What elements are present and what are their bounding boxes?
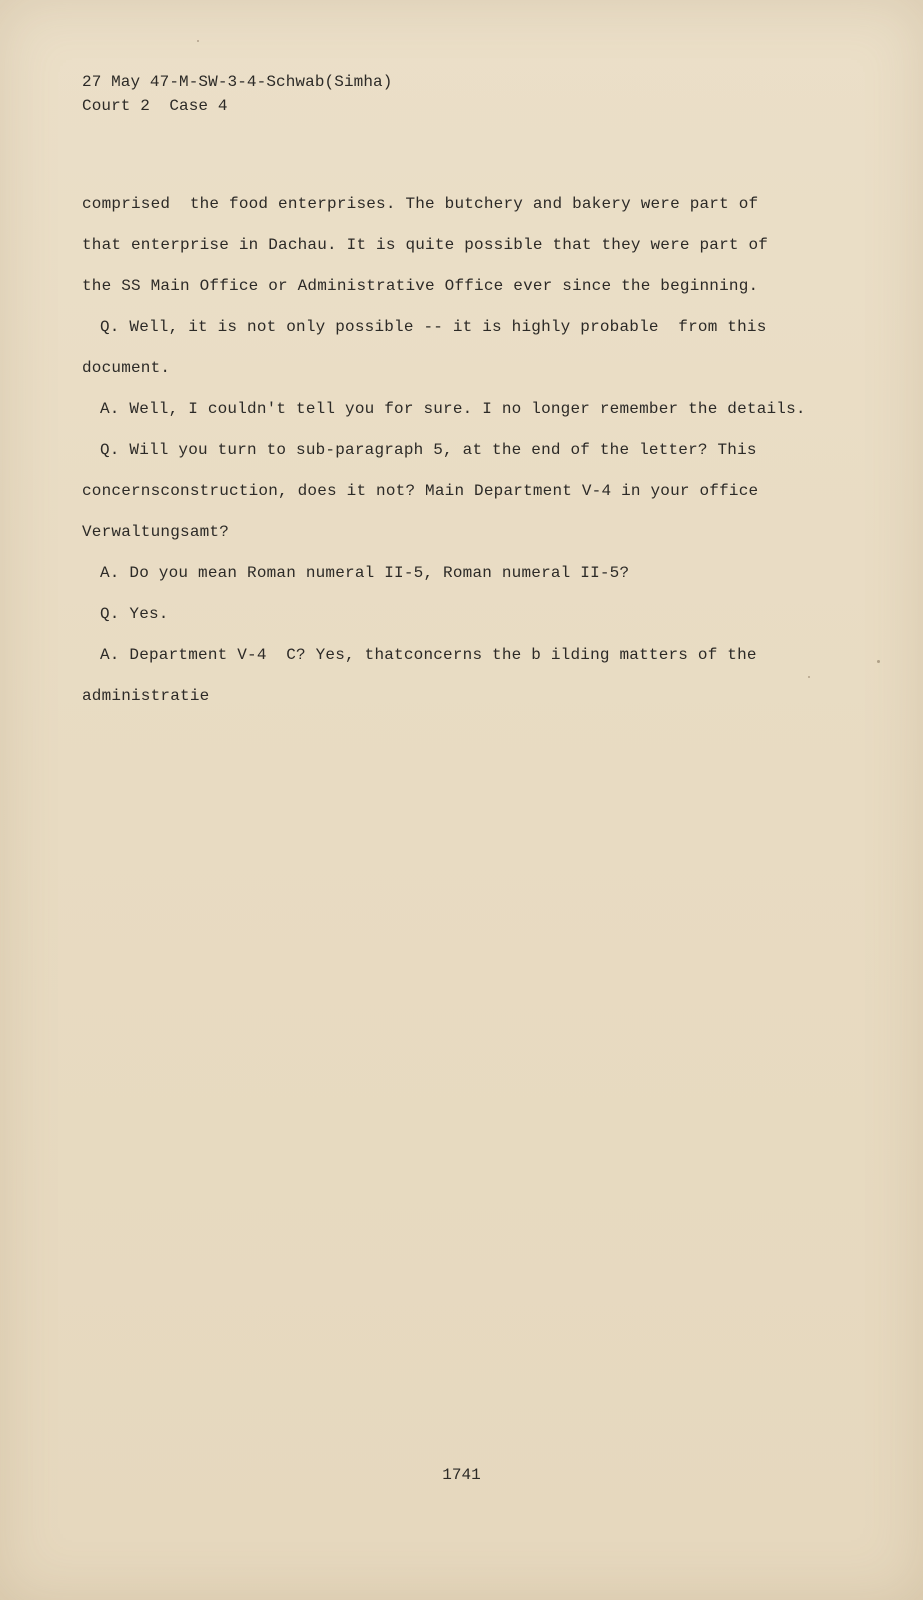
transcript-question: Q. Yes. bbox=[100, 605, 169, 623]
transcript-question: Q. Will you turn to sub-paragraph 5, at the end of the letter? This bbox=[100, 441, 757, 459]
header-court-case-line: Court 2 Case 4 bbox=[82, 97, 228, 115]
transcript-question: Q. Well, it is not only possible -- it is highly probable from this bbox=[100, 318, 767, 336]
paper-speck bbox=[877, 660, 880, 663]
paper-speck bbox=[197, 40, 199, 42]
document-header bbox=[82, 70, 392, 118]
paper-speck bbox=[808, 676, 810, 678]
transcript-answer: A. Department V-4 C? Yes, thatconcerns the b ilding matters of the bbox=[100, 646, 757, 664]
transcript-line: administratie bbox=[82, 687, 210, 705]
transcript-line: document. bbox=[82, 359, 171, 377]
transcript-line: comprised the food enterprises. The butchery and bakery were part of bbox=[82, 195, 759, 213]
transcript-line: the SS Main Office or Administrative Office ever since the beginning. bbox=[82, 277, 759, 295]
transcript-line: Verwaltungsamt? bbox=[82, 523, 230, 541]
page-number: 1741 bbox=[442, 1466, 481, 1484]
header-reference-line: 27 May 47-M-SW-3-4-Schwab(Simha) bbox=[82, 73, 393, 91]
transcript-line: that enterprise in Dachau. It is quite possible that they were part of bbox=[82, 236, 769, 254]
transcript-line: concernsconstruction, does it not? Main Department V-4 in your office bbox=[82, 482, 759, 500]
transcript-body bbox=[82, 192, 842, 725]
transcript-answer: A. Well, I couldn't tell you for sure. I no longer remember the details. bbox=[100, 400, 806, 418]
transcript-answer: A. Do you mean Roman numeral II-5, Roman numeral II-5? bbox=[100, 564, 630, 582]
